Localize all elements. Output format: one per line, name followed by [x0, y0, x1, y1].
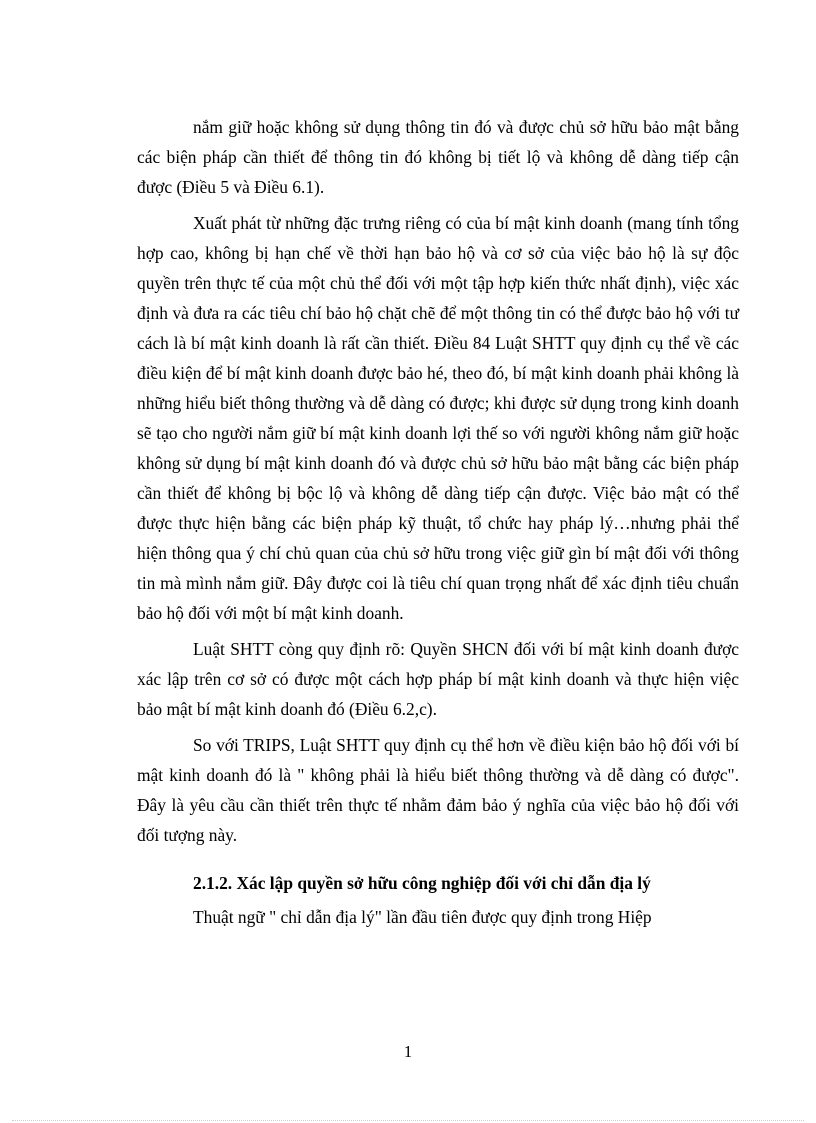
paragraph-geographical-indication: Thuật ngữ " chỉ dẫn địa lý" lần đầu tiên được quy định trong Hiệp	[193, 907, 652, 927]
document-page	[137, 112, 739, 932]
page-bottom-divider	[12, 1120, 804, 1121]
paragraph-continuation: nắm giữ hoặc không sử dụng thông tin đó và được chủ sở hữu bảo mật bằng các biện pháp cần thiết để thông tin đó không bị tiết lộ và không dễ dàng tiếp cận được (Điều 5 và Điều 6.1).	[137, 117, 739, 197]
paragraph-trips-comparison: So với TRIPS, Luật SHTT quy định cụ thể hơn về điều kiện bảo hộ đối với bí mật kinh doanh đó là " không phải là hiểu biết thông thường và dễ dàng có được". Đây là yêu cầu cần thiết trên thực tế nhằm đảm bảo ý nghĩa của việc bảo hộ đối với đối tượng này.	[137, 735, 739, 845]
paragraph-trade-secret-characteristics: Xuất phát từ những đặc trưng riêng có của bí mật kinh doanh (mang tính tổng hợp cao, không bị hạn chế về thời hạn bảo hộ và cơ sở của việc bảo hộ là sự độc quyền trên thực tế của một chủ thể đối với một tập hợp kiến thức nhất định), việc xác định và đưa ra các tiêu chí bảo hộ chặt chẽ để một thông tin có thể được bảo hộ với tư cách là bí mật kinh doanh là rất cần thiết. Điều 84 Luật SHTT quy định cụ thể về các điều kiện để bí mật kinh doanh được bảo hé, theo đó, bí mật kinh doanh phải không là những hiểu biết thông thường và dễ dàng có được; khi được sử dụng trong kinh doanh sẽ tạo cho người nắm giữ bí mật kinh doanh lợi thế so với người không nắm giữ hoặc không sử dụng bí mật kinh doanh đó và được chủ sở hữu bảo mật bằng các biện pháp cần thiết để không bị bộc lộ và không dễ dàng tiếp cận được. Việc bảo mật có thể được thực hiện bằng các biện pháp kỹ thuật, tổ chức hay pháp lý…nhưng phải thể hiện thông qua ý chí chủ quan của chủ sở hữu trong việc giữ gìn bí mật đối với thông tin mà mình nắm giữ. Đây được coi là tiêu chí quan trọng nhất để xác định tiêu chuẩn bảo hộ đối với một bí mật kinh doanh.	[137, 213, 739, 623]
page-number: 1	[403, 1042, 413, 1061]
paragraph-shcn-rights: Luật SHTT còng quy định rõ: Quyền SHCN đối với bí mật kinh doanh được xác lập trên cơ sở có được một cách hợp pháp bí mật kinh doanh và thực hiện việc bảo mật bí mật kinh doanh đó (Điều 6.2,c).	[137, 639, 739, 719]
section-heading: 2.1.2. Xác lập quyền sở hữu công nghiệp đối với chỉ dẫn địa lý	[193, 873, 651, 893]
